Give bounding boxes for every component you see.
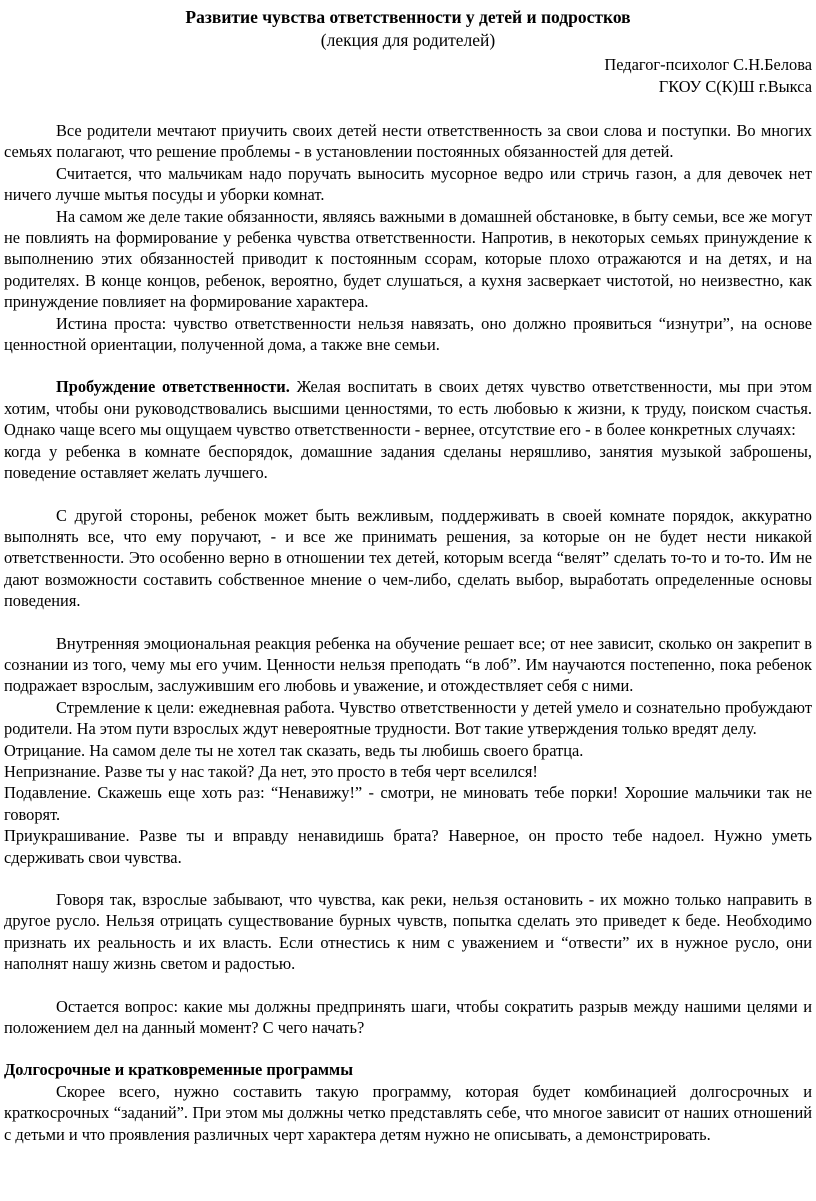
paragraph: На самом же деле такие обязанности, являясь важными в домашней обстановке, в быту семьи, все же могут не повлиять на формирование у ребенка чувства ответственности. Напротив, в некоторых семьях принуждение к выполнению этих обязанностей приводит к постоянным ссорам, которые плохо отражаются и на детях, и на родителях. В конце концов, ребенок, вероятно, будет слушаться, а кухня засверкает чистотой, но неизвестно, как принуждение повлияет на формирование характера. [4,206,812,312]
paragraph-text: Желая воспитать в своих детях чувство ответственности, мы при этом хотим, чтобы они руководствовались высшими ценностями, то есть любовью к жизни, к труду, поиском счастья. Однако чаще всего мы ощущаем чувство ответственности - вернее, отсутствие его - в более конкретных случаях: [4,377,812,440]
paragraph: Говоря так, взрослые забывают, что чувства, как реки, нельзя остановить - их можно только направить в другое русло. Нельзя отрицать существование бурных чувств, попытка сделать это приведет к беде. Необходимо признать их реальность и их власть. Если отнестись к ним с уважением и “отвести” их в нужное русло, они наполнят нашу жизнь светом и радостью. [4,890,812,974]
paragraph: Приукрашивание. Разве ты и вправду ненавидишь брата? Наверное, он просто тебе надоел. Нужно уметь сдерживать свои чувства. [4,826,812,867]
document-subtitle: (лекция для родителей) [320,30,496,50]
paragraph: Стремление к цели: ежедневная работа. Чувство ответственности у детей умело и сознательно пробуждают родители. На этом пути взрослых ждут невероятные трудности. Вот такие утверждения только вредят делу. [4,697,812,739]
paragraph: Отрицание. На самом деле ты не хотел так сказать, ведь ты любишь своего братца. [4,740,584,760]
section-heading: Долгосрочные и кратковременные программы [4,1060,354,1080]
paragraph: Непризнание. Разве ты у нас такой? Да нет, это просто в тебя черт вселился! [4,761,538,781]
organization-line: ГКОУ С(К)Ш г.Выкса [658,77,812,96]
paragraph: Подавление. Скажешь еще хоть раз: “Ненавижу!” - смотри, не миновать тебе порки! Хорошие мальчики так не говорят. [4,783,812,824]
paragraph: Скорее всего, нужно составить такую программу, которая будет комбинацией долгосрочных и краткосрочных “заданий”. При этом мы должны четко представлять себе, что многое зависит от наших отношений с детьми и что проявления различных черт характера детям нужно не описывать, а демонстрировать. [4,1081,812,1144]
paragraph: Считается, что мальчикам надо поручать выносить мусорное ведро или стричь газон, а для девочек нет ничего лучше мытья посуды и уборки комнат. [4,163,812,205]
author-line: Педагог-психолог С.Н.Белова [604,55,812,74]
paragraph: Все родители мечтают приучить своих детей нести ответственность за свои слова и поступки. Во многих семьях полагают, что решение проблемы - в установлении постоянных обязанностей для детей. [4,121,812,162]
paragraph: Остается вопрос: какие мы должны предпринять шаги, чтобы сократить разрыв между нашими целями и положением дел на данный момент? С чего начать? [4,996,812,1038]
paragraph: Внутренняя эмоциональная реакция ребенка на обучение решает все; от нее зависит, сколько он закрепит в сознании из того, чему мы его учим. Ценности нельзя преподать “в лоб”. Им научаются постепенно, пока ребенок подражает взрослым, заслужившим его любовь и уважение, и отождествляет себя с ними. [4,633,812,696]
paragraph: Истина проста: чувство ответственности нельзя навязать, оно должно проявиться “изнутри”, на основе ценностной ориентации, полученной дома, а также вне семьи. [4,313,812,355]
document-body [4,120,812,1145]
section-heading-inline: Пробуждение ответственности. [56,377,290,397]
paragraph: С другой стороны, ребенок может быть вежливым, поддерживать в своей комнате порядок, аккуратно выполнять все, что ему поручают, - и все же принимать решения, за которые он не будет нести никакой ответственности. Это особенно верно в отношении тех детей, которым всегда “велят” сделать то-то и то-то. Им не дают возможности составить собственное мнение о чем-либо, сделать выбор, выработать определенные основы поведения. [4,505,812,611]
paragraph: когда у ребенка в комнате беспорядок, домашние задания сделаны неряшливо, занятия музыкой заброшены, поведение оставляет желать лучшего. [4,441,812,483]
paragraph [4,376,812,440]
document-title: Развитие чувства ответственности у детей и подростков [185,7,631,27]
